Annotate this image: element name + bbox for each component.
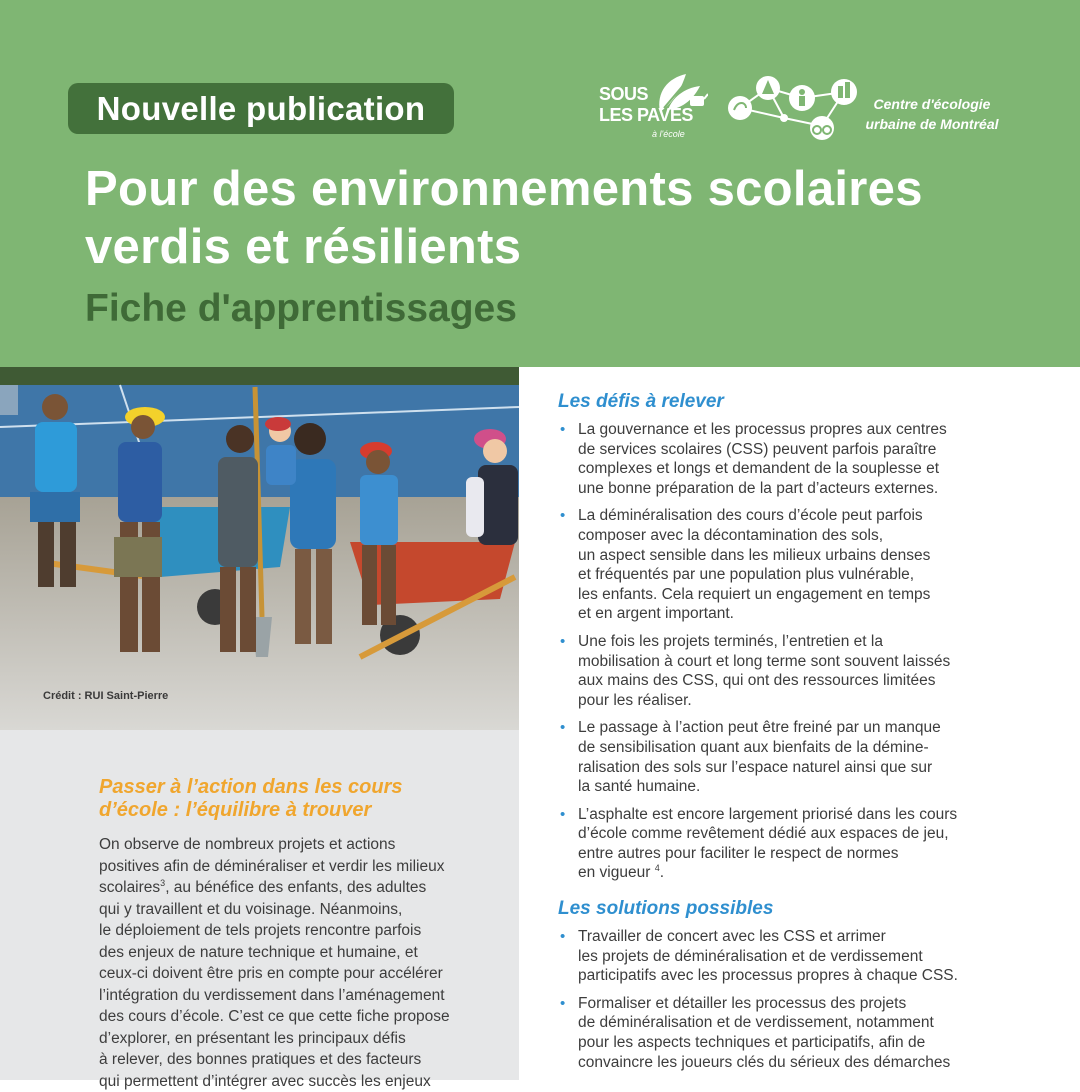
list-item: • Une fois les projets terminés, l’entretien et la mobilisation à court et long terme sont souvent laissés aux mains des CSS, qui ont des ressources limitées pour les réaliser. — [560, 632, 951, 709]
children-schoolyard-photo — [0, 367, 519, 730]
left-section-heading: Passer à l’action dans les cours d’école : l’équilibre à trouver — [99, 776, 403, 821]
page-title: Pour des environnements scolaires verdis et résilients — [85, 162, 923, 274]
bullet-icon: • — [560, 507, 566, 525]
bullet-icon: • — [560, 632, 566, 650]
list-item: • L’asphalte est encore largement priorisé dans les cours d’école comme revêtement dédié aux espaces de jeu, entre autres pour faciliter le respect de normes en vigueur $^4$. — [560, 805, 958, 882]
solutions-heading: Les solutions possibles — [558, 898, 774, 920]
new-publication-badge: Nouvelle publication — [68, 83, 454, 134]
list-item: • La déminéralisation des cours d’école peut parfois composer avec la décontamination des sols, un aspect sensible dans les milieux urbains denses et fréquentés par une population plus vulnérable, les enfants. Cela requiert un engagement en temps et en argent important. — [560, 507, 931, 623]
list-item: • Le passage à l’action peut être freiné par un manque de sensibilisation quant aux bienfaits de la démine- ralisation des sols sur l’espace naturel ainsi que sur la santé humaine. — [560, 719, 941, 796]
challenges-heading: Les défis à relever — [558, 391, 724, 412]
footnote-4: 4 — [654, 863, 660, 874]
logo-a-lecole-text: à l'école — [652, 129, 685, 139]
right-column — [558, 390, 978, 1080]
centre-ecologie-logo-text: Centre d'écologie urbaine de Montréal — [865, 96, 999, 132]
bullet-icon: • — [560, 994, 566, 1012]
centre-ecologie-logo-mark — [724, 72, 864, 144]
photo-credit: Crédit : RUI Saint-Pierre — [43, 690, 169, 702]
challenges-list — [558, 420, 978, 883]
left-section-body: On observe de nombreux projets et actions positives afin de déminéraliser et verdir les milieux scolaires$^3$, au bénéfice des enfants, des adultes qui y travaillent et du voisinage. Néanmoins, le déploiement de tels projets rencontre parfois des enjeux de nature technique et humaine, et ceux-ci doivent être pris en compte pour accélérer l’intégration du verdissement dans l’aménagement des cours d’école. C’est ce que cette fiche propose d’explorer, en présentant les principaux défis à relever, des bonnes pratiques et des facteurs qui permettent d’intégrer avec succès les enjeux — [99, 836, 450, 1090]
sous-les-paves-logo — [596, 72, 711, 144]
bullet-icon: • — [560, 805, 566, 823]
list-item: • Formaliser et détailler les processus des projets de déminéralisation et de verdissement, notamment pour les aspects techniques et participatifs, afin de convaincre les joueurs clés du sérieux des démarches — [560, 994, 951, 1071]
logo-sous-text: SOUS — [599, 84, 649, 104]
bullet-icon: • — [560, 719, 566, 737]
network-circles-icon — [724, 72, 864, 144]
solutions-list — [558, 927, 978, 1072]
list-item: • La gouvernance et les processus propres aux centres de services scolaires (CSS) peuvent parfois paraître complexes et longs et demandent de la souplesse et une bonne préparation de la part d’acteurs externes. — [560, 421, 947, 497]
logo-les-paves-text: LES PAVÉS — [599, 105, 693, 125]
list-item: • Travailler de concert avec les CSS et arrimer les projets de déminéralisation et de verdissement participatifs avec les processus propres à chaque CSS. — [560, 928, 958, 985]
page-subtitle: Fiche d'apprentissages — [85, 287, 517, 330]
bullet-icon: • — [560, 421, 566, 438]
bullet-icon: • — [560, 928, 566, 946]
footnote-3: 3 — [160, 877, 166, 888]
